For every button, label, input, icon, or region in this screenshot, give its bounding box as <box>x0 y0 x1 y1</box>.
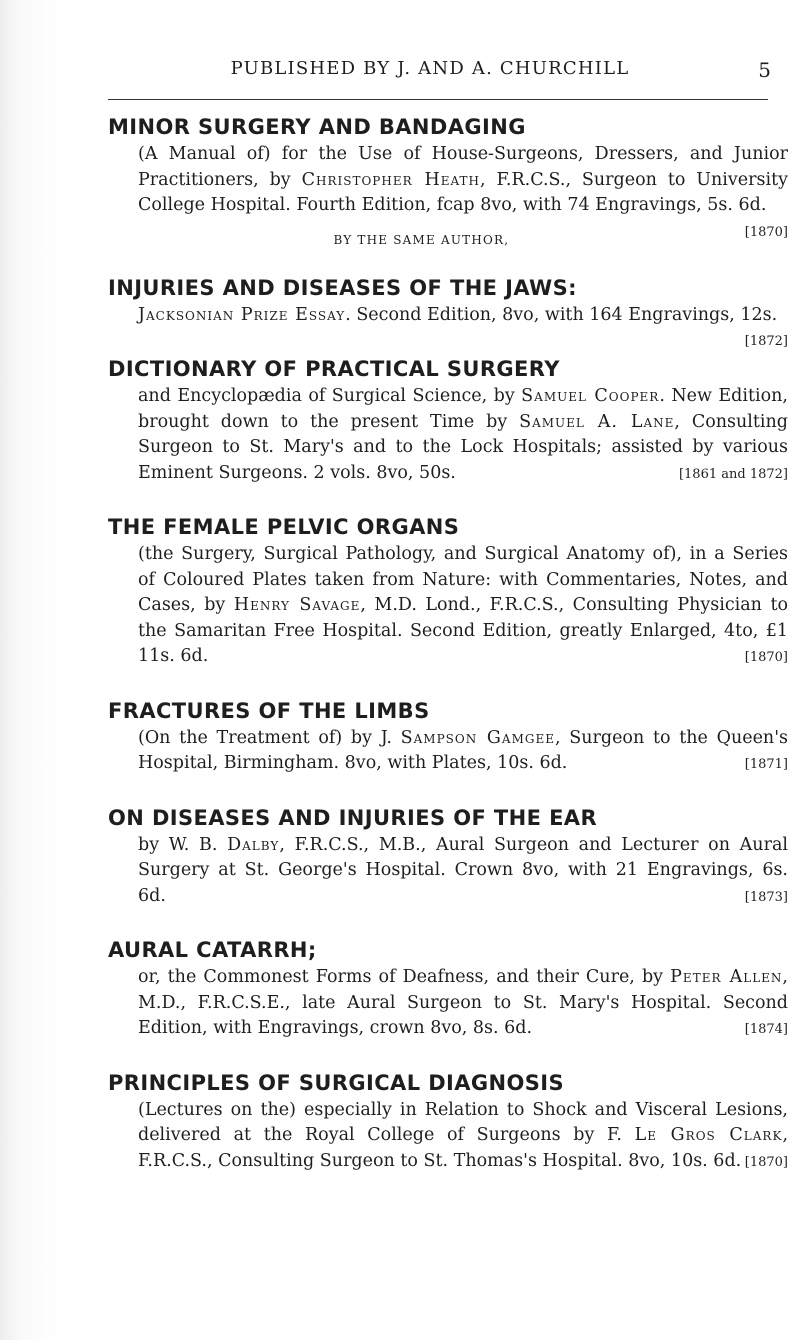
book-description: Jacksonian Prize Essay. Second Edition, 8vo, with 164 Engravings, 12s. [1872] <box>108 303 788 329</box>
book-entry <box>108 514 788 670</box>
book-title: DICTIONARY OF PRACTICAL SURGERY <box>108 357 560 381</box>
author-name: Peter Allen <box>670 967 783 987</box>
award-name: Jacksonian Prize Essay <box>138 304 346 325</box>
book-entry <box>108 275 788 349</box>
book-title: PRINCIPLES OF SURGICAL DIAGNOSIS <box>108 1070 565 1095</box>
book-title: FRACTURES OF THE LIMBS <box>108 698 430 723</box>
author-name: Christopher Heath <box>301 169 481 190</box>
book-title: AURAL CATARRH; <box>108 938 317 962</box>
author-name: Henry Savage <box>233 595 361 615</box>
book-entry <box>108 1070 788 1175</box>
book-title: INJURIES AND DISEASES OF THE JAWS: <box>108 275 577 300</box>
book-entry <box>108 805 788 910</box>
publication-year: [1870] <box>744 650 788 665</box>
header-rule <box>108 99 768 100</box>
editor-name: Samuel A. Lane <box>519 411 675 432</box>
book-entry <box>108 114 788 247</box>
publication-year: [1871] <box>744 757 788 772</box>
book-list <box>108 114 788 1202</box>
author-name: Samuel Cooper <box>521 386 660 406</box>
book-description: or, the Commonest Forms of Deafness, and their Cure, by Peter Allen, M.D., F.R.C.S.E., late Aural Surgeon to St. Mary's Hospital. Second Edition, with Engravings, crown 8vo, 8s. 6d. [1874] <box>108 965 788 1042</box>
author-name: Dalby <box>227 834 280 855</box>
publication-year: [1873] <box>744 889 788 905</box>
publication-year: [1861 and 1872] <box>678 466 788 482</box>
author-name: Sampson Gamgee <box>400 727 555 748</box>
book-entry <box>108 356 788 486</box>
book-description: (A Manual of) for the Use of House-Surgeons, Dressers, and Junior Practitioners, by Christopher Heath, F.R.C.S., Surgeon to University College Hospital. Fourth Edition, fcap 8vo, with 74 Engravings, 5s. 6d. [1870] <box>108 142 788 219</box>
book-description: by W. B. Dalby, F.R.C.S., M.B., Aural Surgeon and Lecturer on Aural Surgery at St. George's Hospital. Crown 8vo, with 21 Engravings, 6s. 6d. [1873] <box>108 833 788 910</box>
running-head: PUBLISHED BY J. AND A. CHURCHILL <box>230 58 630 79</box>
publication-year: [1874] <box>744 1022 788 1037</box>
book-description: (Lectures on the) especially in Relation to Shock and Visceral Lesions, delivered at the Royal College of Surgeons by F. Le Gros Clark, F.R.C.S., Consulting Surgeon to St. Thomas's Hospital. 8vo, 10s. 6d. [1870] <box>108 1098 788 1175</box>
publication-year: [1870] <box>744 224 788 240</box>
book-entry <box>108 698 788 777</box>
publication-year: [1870] <box>744 1154 788 1170</box>
author-name: Le Gros Clark <box>634 1125 783 1145</box>
book-title: ON DISEASES AND INJURIES OF THE EAR <box>108 805 598 830</box>
book-entry <box>108 937 788 1042</box>
book-description: (On the Treatment of) by J. Sampson Gamgee, Surgeon to the Queen's Hospital, Birmingham. 8vo, with Plates, 10s. 6d. [1871] <box>108 726 788 777</box>
book-description: (the Surgery, Surgical Pathology, and Surgical Anatomy of), in a Series of Coloured Plates taken from Nature: with Commentaries, Notes, and Cases, by Henry Savage, M.D. Lond., F.R.C.S., Consulting Physician to the Samaritan Free Hospital. Second Edition, greatly Enlarged, 4to, £1 11s. 6d. [1870] <box>108 542 788 670</box>
book-description: and Encyclopædia of Surgical Science, by Samuel Cooper. New Edition, brought down to the present Time by Samuel A. Lane, Consulting Surgeon to St. Mary's and to the Lock Hospitals; assisted by various Eminent Surgeons. 2 vols. 8vo, 50s. [1861 and 1872] <box>108 384 788 486</box>
book-title: MINOR SURGERY AND BANDAGING <box>108 115 526 139</box>
page-number: 5 <box>758 58 771 82</box>
book-title: THE FEMALE PELVIC ORGANS <box>108 515 460 539</box>
publication-year: [1872] <box>744 334 788 349</box>
same-author-note: BY THE SAME AUTHOR, <box>333 232 510 247</box>
